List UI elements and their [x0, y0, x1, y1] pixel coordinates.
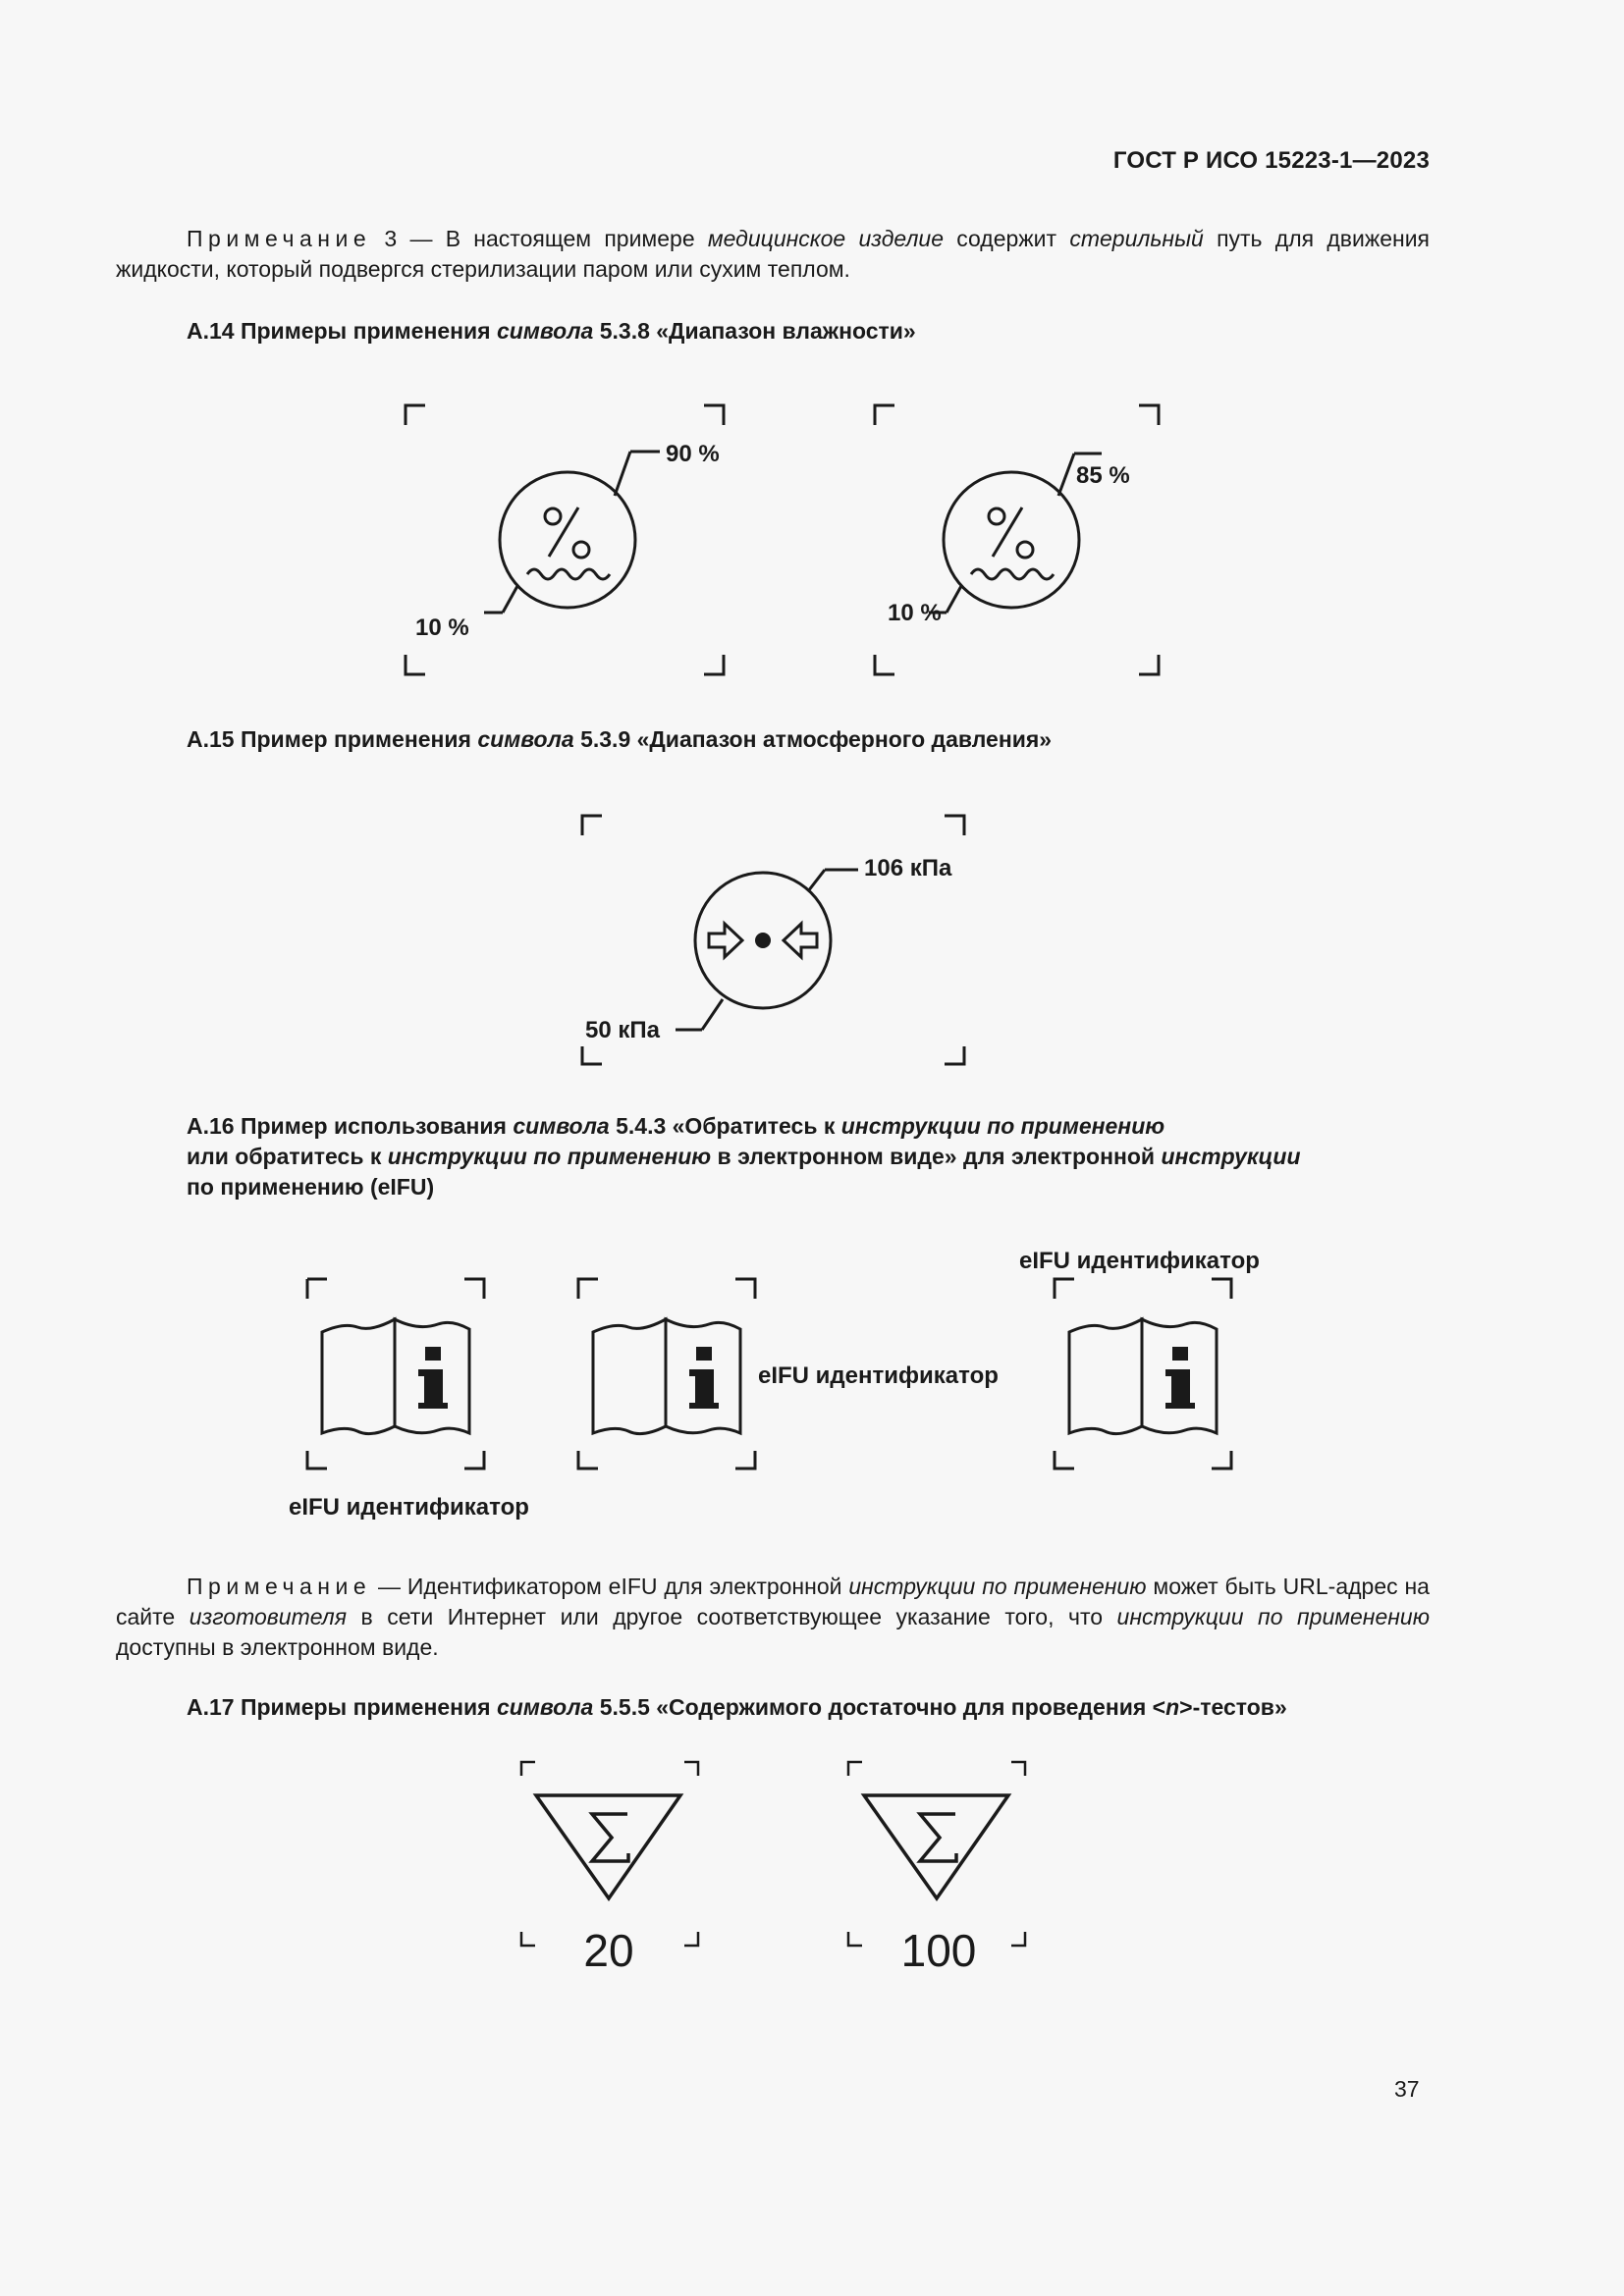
section-a14-heading: А.14 Примеры применения символа 5.3.8 «Диапазон влажности»: [187, 318, 916, 344]
section-a15-heading: А.15 Пример применения символа 5.3.9 «Диапазон атмосферного давления»: [187, 726, 1053, 752]
upper-limit-label: 90 %: [666, 441, 720, 467]
lower-limit-label: 10 %: [888, 600, 942, 626]
sufficient-for-n-tests-symbol-1: [518, 1759, 715, 1985]
eifu-identifier-label: eIFU идентификатор: [1019, 1248, 1260, 1274]
document-header: ГОСТ Р ИСО 15223-1—2023: [1112, 147, 1430, 174]
test-count-value: 20: [583, 1925, 634, 1976]
section-a17-heading: А.17 Примеры применения символа 5.5.5 «Содержимого достаточно для проведения <n>-тестов»: [187, 1694, 1287, 1720]
note-3: Примечание 3 — В настоящем примере медицинское изделие содержит стерильный путь для движения жидкости, который подвергся стерилизации паром или сухим теплом.: [116, 226, 1431, 282]
note-label: Примечание: [187, 1574, 372, 1599]
eifu-symbol-2: [556, 1276, 1027, 1492]
eifu-symbol-3: [1017, 1247, 1312, 1482]
humidity-limit-symbol-1: [403, 402, 736, 687]
upper-limit-label: 85 %: [1076, 462, 1130, 489]
upper-limit-label: 106 кПа: [864, 855, 952, 881]
section-a16-heading: А.16 Пример использования символа 5.4.3 «Обратитесь к инструкции по применению или обратитесь к инструкции по применению в электронном виде» для электронной инструкции по применению (eIFU): [187, 1113, 1301, 1200]
eifu-symbol-1: [285, 1276, 560, 1531]
lower-limit-label: 50 кПа: [585, 1017, 660, 1043]
humidity-limit-symbol-2: [872, 402, 1206, 687]
sufficient-for-n-tests-symbol-2: [845, 1759, 1042, 1985]
eifu-identifier-label: eIFU идентификатор: [758, 1362, 999, 1389]
page-number: 37: [1394, 2076, 1420, 2102]
lower-limit-label: 10 %: [415, 614, 469, 641]
eifu-identifier-label: eIFU идентификатор: [289, 1494, 529, 1521]
test-count-value: 100: [900, 1925, 977, 1976]
note-eifu: Примечание — Идентификатором eIFU для электронной инструкции по применению может быть URL-адрес на сайте изготовителя в сети Интернет или другое соответствующее указание того, что инструкции по применению доступны в электронном виде.: [116, 1574, 1430, 1660]
atmospheric-pressure-limit-symbol: [579, 813, 992, 1068]
note-label: Примечание: [187, 226, 372, 251]
